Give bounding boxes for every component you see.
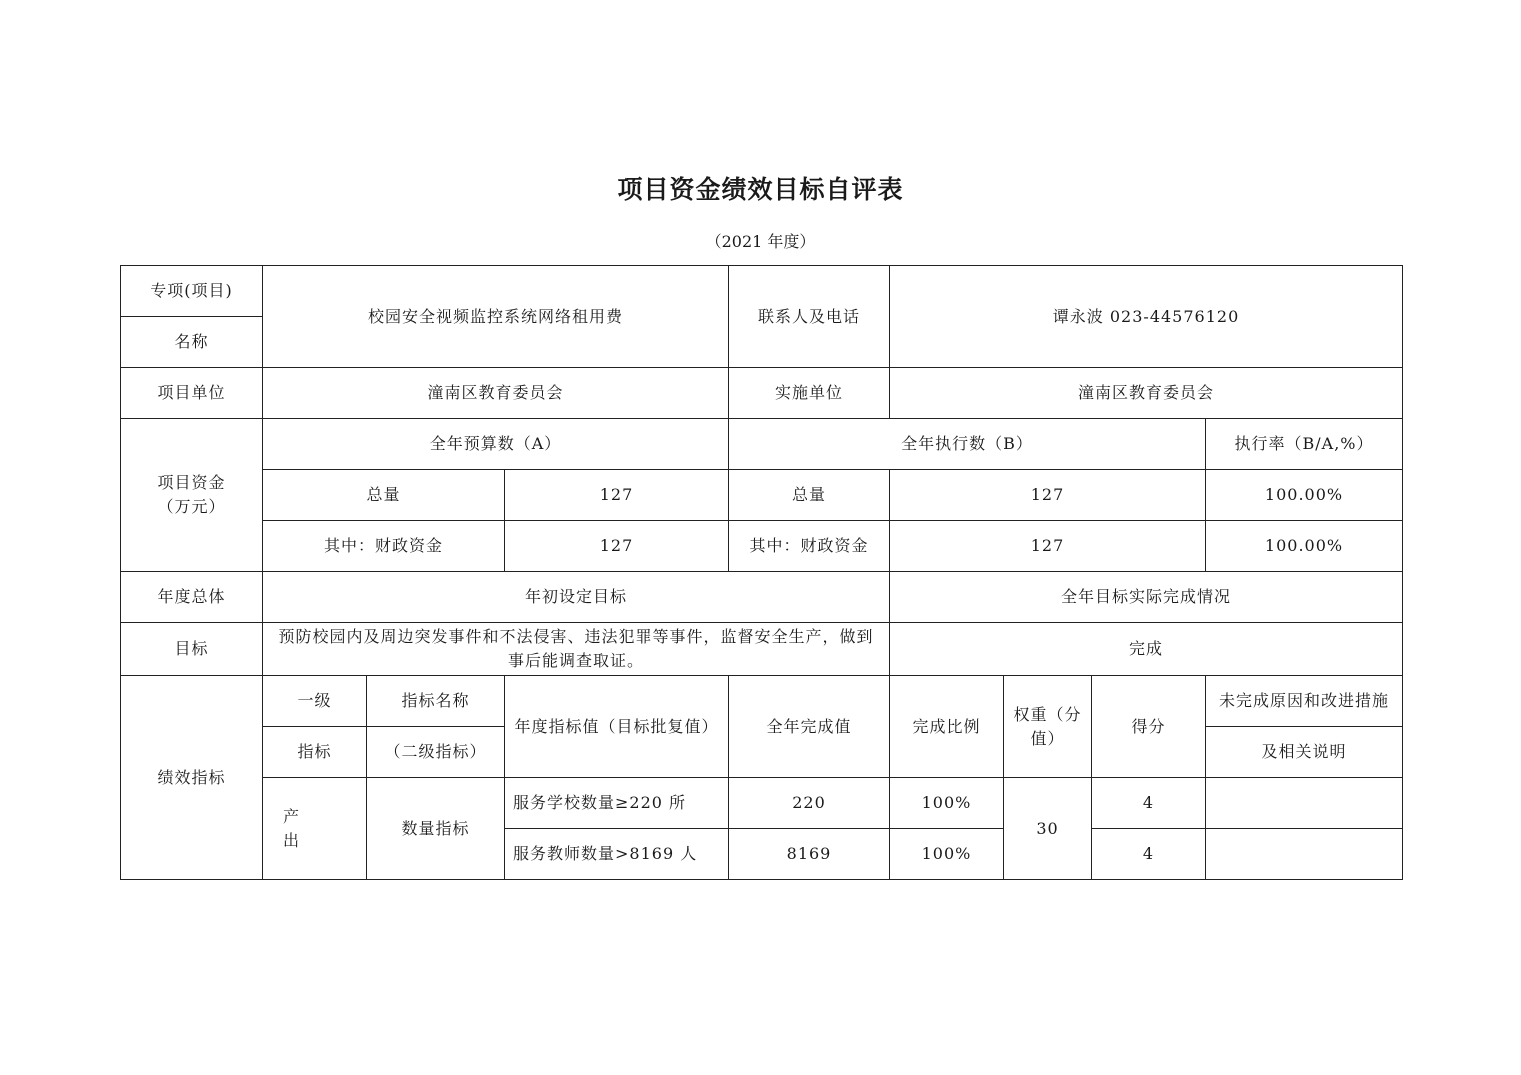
indicator-reason [1206,829,1403,880]
funds-fiscal-row [121,521,1403,572]
budget-total-label: 总量 [263,470,505,521]
budget-header: 全年预算数（A） [263,419,729,470]
project-unit-label: 项目单位 [121,368,263,419]
indicator-actual: 8169 [729,829,890,880]
funds-total-row [121,470,1403,521]
rate-fiscal-value: 100.00% [1206,521,1403,572]
reason-header-1: 未完成原因和改进措施 [1206,676,1403,727]
goal-set-header: 年初设定目标 [263,572,890,623]
indicator-header-row-1 [121,676,1403,727]
funds-label [121,419,263,572]
impl-unit-label: 实施单位 [729,368,890,419]
year-subtitle: （2021 年度） [705,232,816,251]
indicator-target: 服务教师数量>8169 人 [505,829,729,880]
level1-value [263,778,367,880]
indicator-row [121,778,1403,829]
rate-total-value: 100.00% [1206,470,1403,521]
self-evaluation-table [120,265,1403,880]
goal-actual-value: 完成 [890,623,1403,676]
level1-header-2: 指标 [263,727,367,778]
level1-header-1: 一级 [263,676,367,727]
score-header: 得分 [1092,676,1206,778]
rate-header: 执行率（B/A,%） [1206,419,1403,470]
project-unit-value: 潼南区教育委员会 [263,368,729,419]
project-name-row [121,266,1403,317]
page-title: 项目资金绩效目标自评表 [617,175,904,204]
project-unit-row [121,368,1403,419]
exec-header: 全年执行数（B） [729,419,1206,470]
ratio-header: 完成比例 [890,676,1004,778]
indicator-score: 4 [1092,778,1206,829]
contact-label: 联系人及电话 [729,266,890,368]
indicator-ratio: 100% [890,778,1004,829]
level2-value: 数量指标 [367,778,505,880]
budget-fiscal-value: 127 [505,521,729,572]
goal-actual-header: 全年目标实际完成情况 [890,572,1403,623]
funds-header-row [121,419,1403,470]
indicator-ratio: 100% [890,829,1004,880]
annual-goal-label-2: 目标 [121,623,263,676]
level1-text: 产出 [283,806,328,850]
impl-unit-value: 潼南区教育委员会 [890,368,1403,419]
budget-fiscal-label: 其中：财政资金 [263,521,505,572]
goal-set-value: 预防校园内及周边突发事件和不法侵害、违法犯罪等事件，监督安全生产，做到事后能调查取证。 [263,623,890,676]
weight-header: 权重（分值） [1004,676,1092,778]
indicator-reason [1206,778,1403,829]
name-header-1: 指标名称 [367,676,505,727]
actual-header: 全年完成值 [729,676,890,778]
funds-label-line1: 项目资金 [157,473,226,492]
exec-total-label: 总量 [729,470,890,521]
contact-value: 谭永波 023-44576120 [890,266,1403,368]
indicator-score: 4 [1092,829,1206,880]
budget-total-value: 127 [505,470,729,521]
indicator-actual: 220 [729,778,890,829]
indicator-weight: 30 [1004,778,1092,880]
target-header: 年度指标值（目标批复值） [505,676,729,778]
annual-goal-value-row [121,623,1403,676]
indicators-label: 绩效指标 [121,676,263,880]
exec-total-value: 127 [890,470,1206,521]
project-name-label-2: 名称 [121,317,263,368]
exec-fiscal-value: 127 [890,521,1206,572]
annual-goal-label-1: 年度总体 [121,572,263,623]
reason-header-2: 及相关说明 [1206,727,1403,778]
indicator-target: 服务学校数量≥220 所 [505,778,729,829]
project-name-value: 校园安全视频监控系统网络租用费 [263,266,729,368]
project-name-label-1: 专项(项目) [121,266,263,317]
exec-fiscal-label: 其中：财政资金 [729,521,890,572]
funds-label-line2: （万元） [157,497,226,516]
name-header-2: （二级指标） [367,727,505,778]
annual-goal-header-row [121,572,1403,623]
